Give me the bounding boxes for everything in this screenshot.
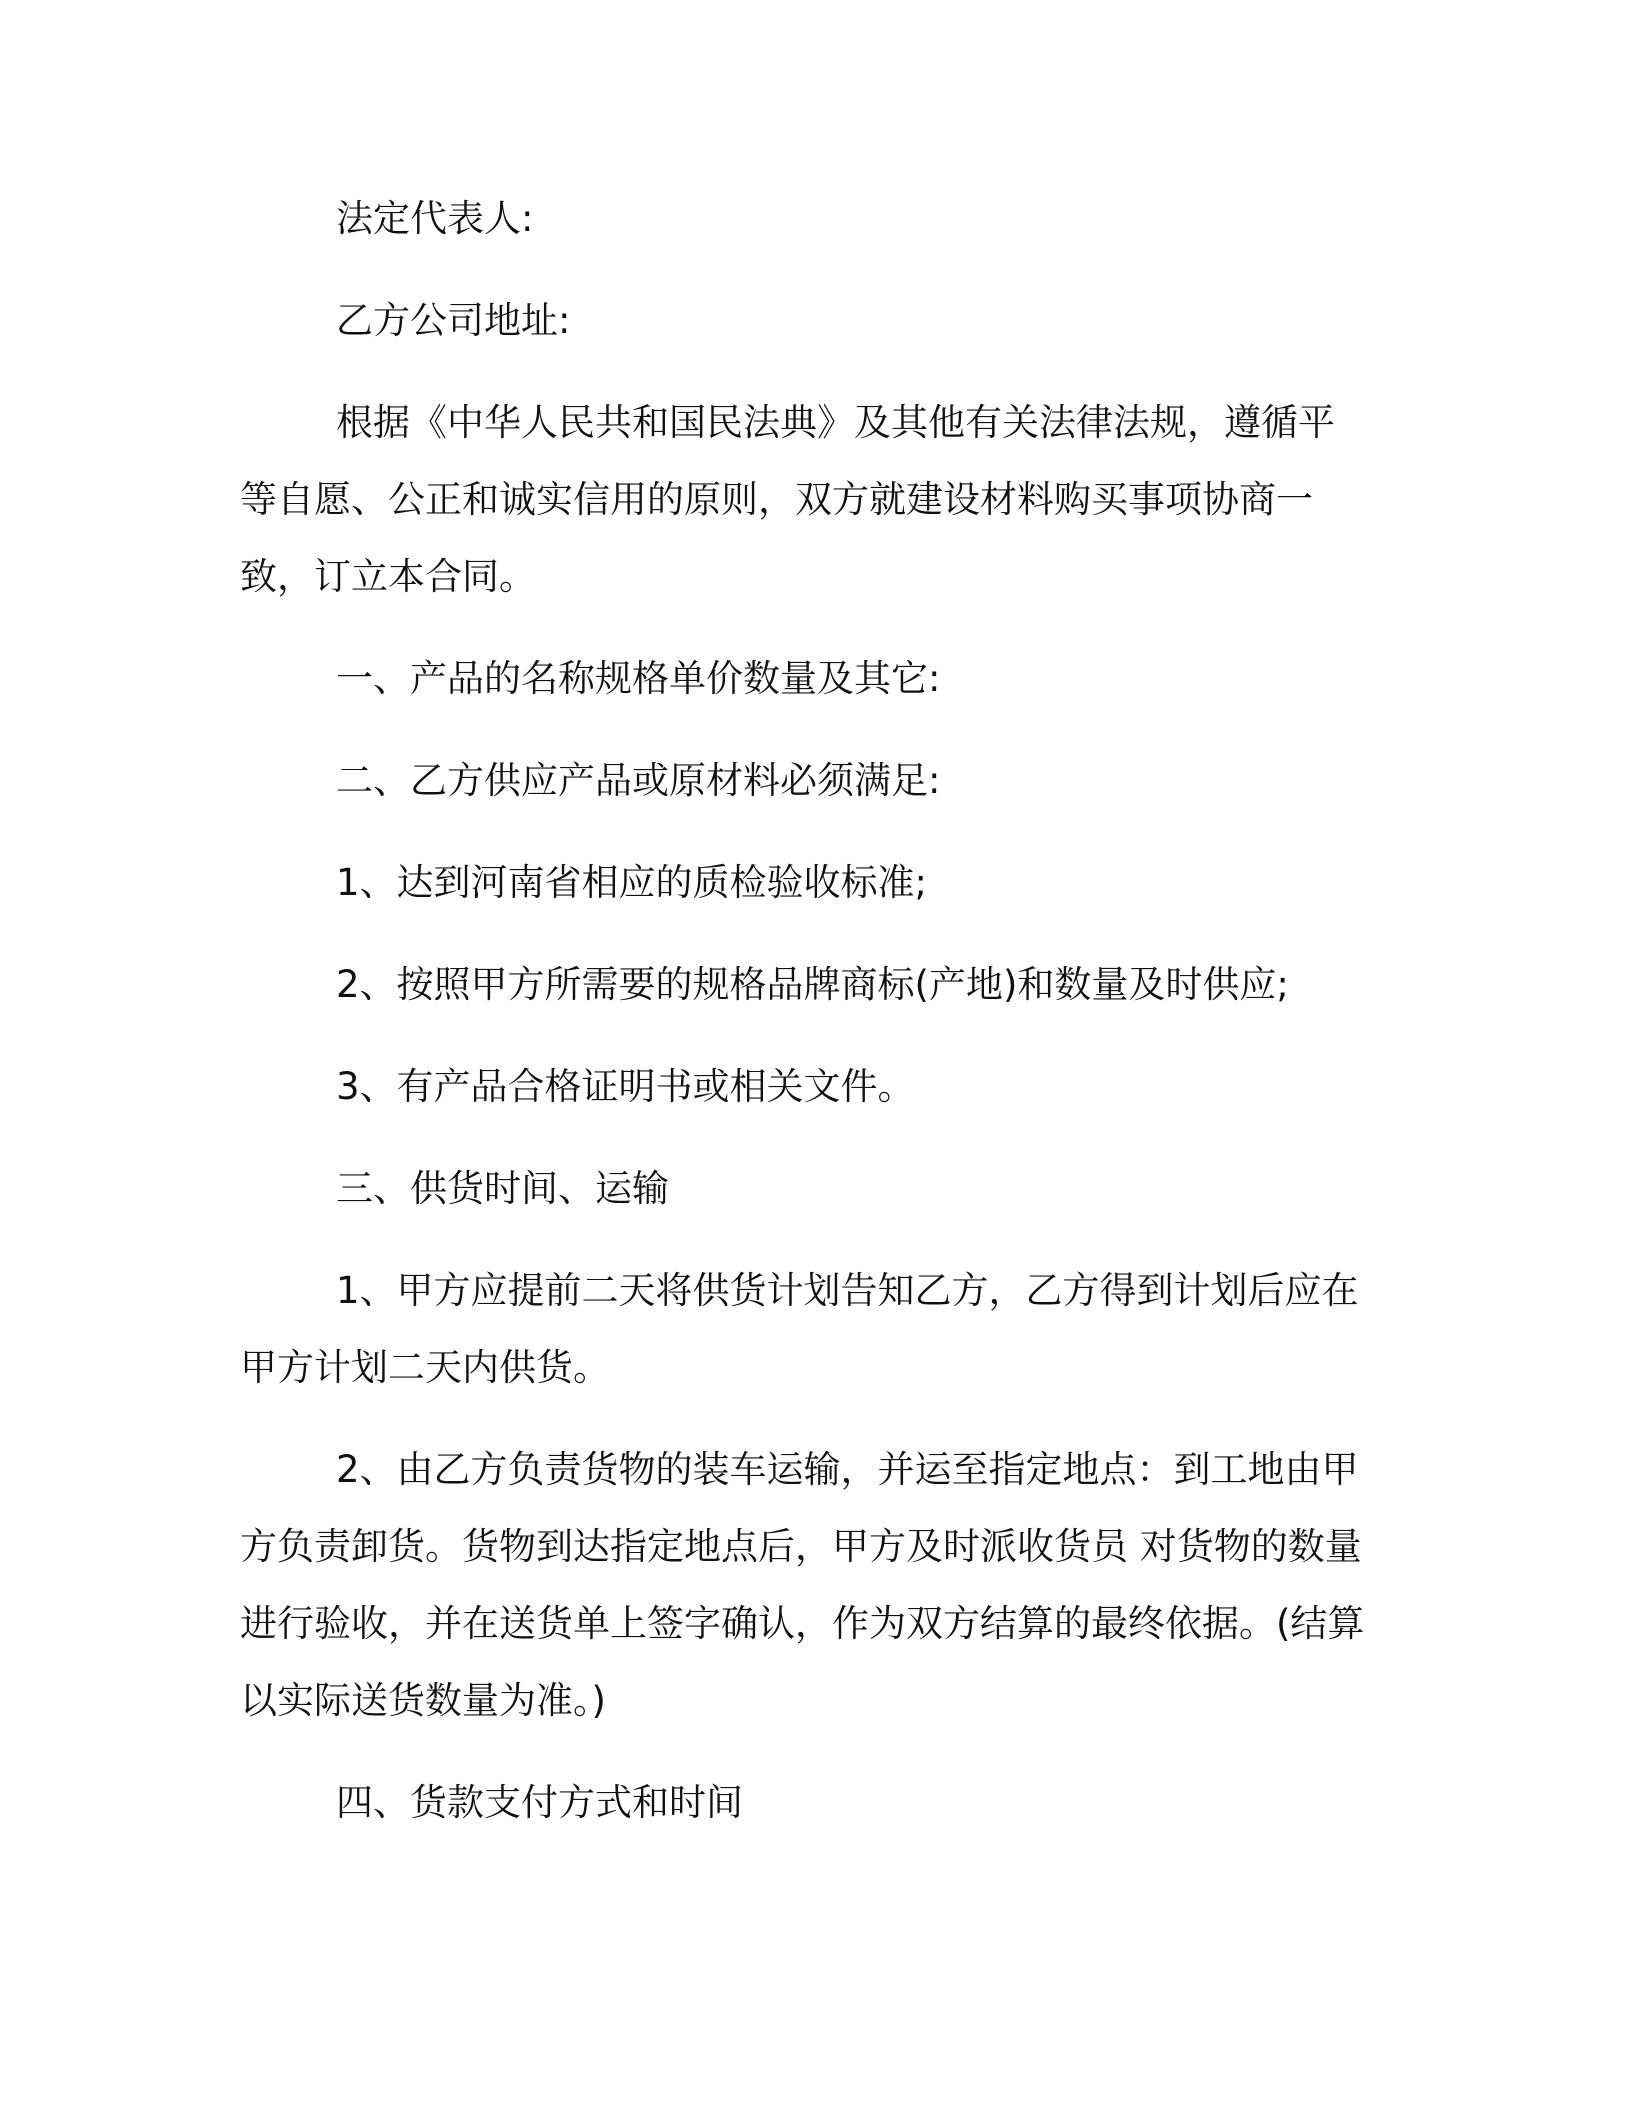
section-2-item-1: 1、达到河南省相应的质检验收标准; [336, 861, 928, 904]
preamble-paragraph: 根据《中华人民共和国民法典》及其他有关法律法规，遵循平等自愿、公正和诚实信用的原则，双方就建设材料购买事项协商一致，订立本合同。 [240, 401, 1335, 598]
section-2-item-3: 3、有产品合格证明书或相关文件。 [336, 1065, 915, 1108]
section-2-heading: 二、乙方供应产品或原材料必须满足: [336, 759, 941, 802]
section-3-heading: 三、供货时间、运输 [336, 1167, 669, 1210]
section-4-heading: 四、货款支付方式和时间 [336, 1781, 743, 1824]
section-3-item-2: 2、由乙方负责货物的装车运输，并运至指定地点：到工地由甲方负责卸货。货物到达指定地点后，甲方及时派收货员 对货物的数量进行验收，并在送货单上签字确认，作为双方结算的最终依据。(结算以实际送货数量为准。) [240, 1448, 1365, 1722]
section-1-heading: 一、产品的名称规格单价数量及其它: [336, 657, 941, 700]
legal-representative-line: 法定代表人: [336, 197, 534, 240]
section-2-item-2: 2、按照甲方所需要的规格品牌商标(产地)和数量及时供应; [336, 963, 1289, 1006]
section-3-item-1: 1、甲方应提前二天将供货计划告知乙方，乙方得到计划后应在甲方计划二天内供货。 [240, 1269, 1359, 1389]
party-b-address-line: 乙方公司地址: [336, 299, 571, 342]
